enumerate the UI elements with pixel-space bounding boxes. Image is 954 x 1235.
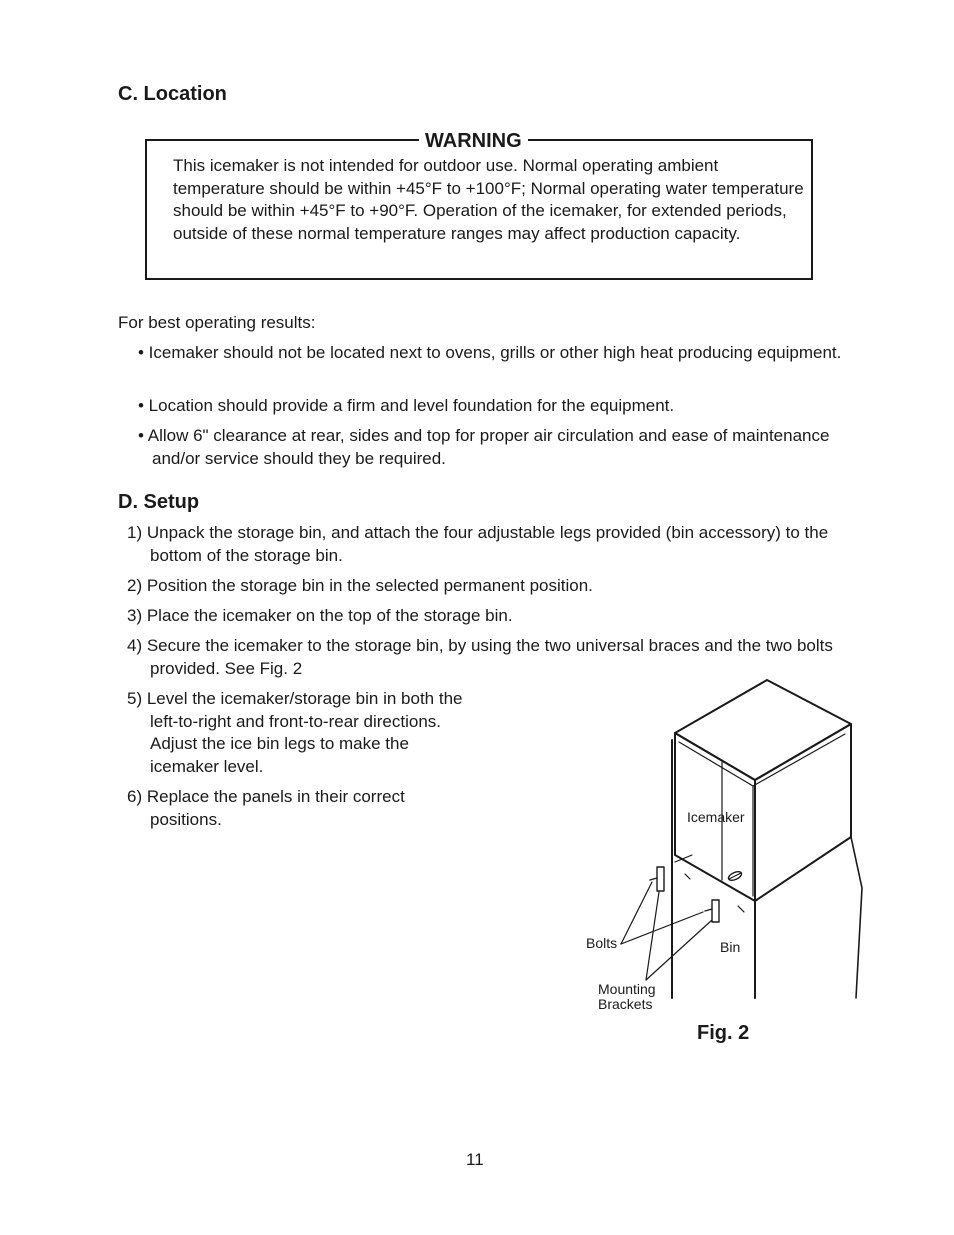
bullet-item: • Location should provide a firm and level foundation for the equipment. (138, 396, 675, 415)
setup-step: 1) Unpack the storage bin, and attach the four adjustable legs provided (bin accessory) to the bottom of the storage bin. (127, 523, 829, 565)
icemaker-side (755, 724, 851, 901)
label-mounting: Mounting (598, 981, 656, 997)
warning-title: WARNING (419, 129, 528, 153)
page-number: 11 (466, 1150, 484, 1169)
setup-step: 2) Position the storage bin in the selected permanent position. (127, 576, 593, 595)
section-d-heading: D. Setup (118, 491, 200, 513)
bullet-item: • Allow 6" clearance at rear, sides and top for proper air circulation and ease of maintenance and/or service should they be required. (138, 426, 830, 468)
label-bolts: Bolts (586, 935, 618, 951)
mounting-bracket-right (712, 900, 719, 922)
warning-text: This icemaker is not intended for outdoor use. Normal operating ambient temperature should be within +45°F to +100°F; Normal operating water temperature should be within +45°F to +90°F. Operation of the icemaker, for extended periods, outside of these normal temperature ranges may affect production capacity. (173, 156, 804, 243)
setup-step: 6) Replace the panels in their correct positions. (127, 787, 405, 829)
figure-caption: Fig. 2 (697, 1022, 750, 1044)
setup-step: 5) Level the icemaker/storage bin in both the left-to-right and front-to-rear directions. Adjust the ice bin legs to make the icemaker level. (127, 689, 463, 776)
setup-step: 4) Secure the icemaker to the storage bin, by using the two universal braces and the two bolts provided. See Fig. 2 (127, 636, 833, 678)
icemaker-top (675, 680, 851, 780)
bin-right-edge (851, 837, 862, 998)
bullet-item: • Icemaker should not be located next to ovens, grills or other high heat producing equipment. (138, 343, 842, 362)
label-brackets: Brackets (598, 996, 653, 1012)
best-results-intro: For best operating results: (118, 313, 316, 332)
section-c-heading: C. Location (118, 83, 227, 105)
icemaker-bin-illustration (560, 670, 890, 1020)
setup-step: 3) Place the icemaker on the top of the storage bin. (127, 606, 513, 625)
label-icemaker: Icemaker (687, 809, 745, 825)
mounting-bracket-left (657, 867, 664, 891)
label-bin: Bin (720, 939, 741, 955)
